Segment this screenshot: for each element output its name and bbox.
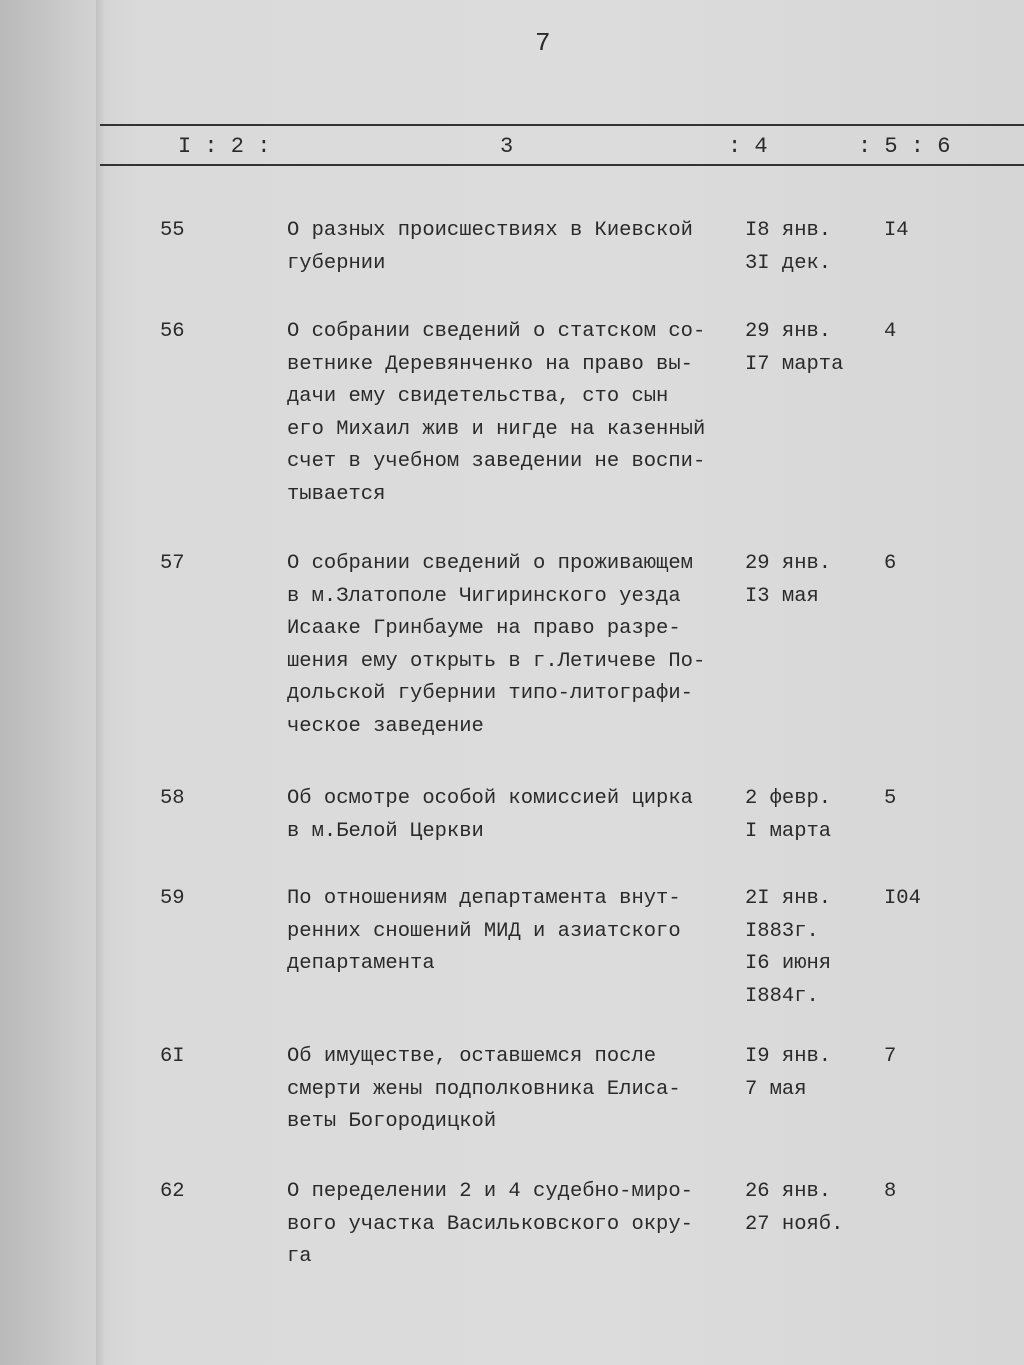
- date-line: 2I янв.: [745, 887, 832, 910]
- item-number: 58: [160, 787, 185, 810]
- title-line: веты Богородицкой: [287, 1110, 497, 1133]
- item-number: 57: [160, 552, 185, 575]
- title-line: дачи ему свидетельства, сто сын: [287, 385, 669, 408]
- header-top-rule: [100, 124, 1024, 126]
- date-line: I883г.: [745, 919, 819, 943]
- date-line: 29 янв.: [745, 552, 832, 575]
- item-number: 55: [160, 219, 185, 242]
- header-col-1-2: I : 2 :: [178, 134, 271, 159]
- date-line: 27 нояб.: [745, 1212, 844, 1236]
- header-col-4: : 4: [728, 134, 768, 159]
- date-line: 7 мая: [745, 1077, 807, 1101]
- title-line: О переделении 2 и 4 судебно-миро-: [287, 1180, 693, 1203]
- item-dates: [745, 883, 831, 1013]
- item-sheet-count: 5: [884, 787, 897, 810]
- title-line: его Михаил жив и нигде на казенный: [287, 417, 706, 441]
- item-sheet-count: 4: [884, 320, 897, 343]
- item-dates: [745, 215, 831, 280]
- date-line: 3I дек.: [745, 251, 832, 275]
- item-number: 6I: [160, 1045, 185, 1068]
- item-number: 56: [160, 320, 185, 343]
- title-line: тывается: [287, 482, 386, 506]
- date-line: I3 мая: [745, 584, 819, 608]
- title-line: счет в учебном заведении не воспи-: [287, 450, 706, 473]
- header-bottom-rule: [100, 164, 1024, 166]
- item-title: [287, 548, 737, 743]
- item-sheet-count: 8: [884, 1180, 897, 1203]
- date-line: 29 янв.: [745, 320, 832, 343]
- item-title: [287, 316, 737, 511]
- title-line: О собрании сведений о проживающем: [287, 552, 693, 575]
- header-col-3: 3: [500, 134, 514, 159]
- item-title: [287, 783, 737, 848]
- item-sheet-count: 7: [884, 1045, 897, 1068]
- item-title: [287, 215, 737, 280]
- title-line: Об осмотре особой комиссией цирка: [287, 787, 693, 810]
- item-dates: [745, 548, 831, 613]
- item-sheet-count: 6: [884, 552, 897, 575]
- title-line: шения ему открыть в г.Летичеве По-: [287, 649, 706, 673]
- date-line: 2 февр.: [745, 787, 832, 810]
- title-line: О собрании сведений о статском со-: [287, 320, 706, 343]
- title-line: О разных происшествиях в Киевской: [287, 219, 693, 242]
- item-dates: [745, 1176, 843, 1241]
- title-line: дольской губернии типо-литографи-: [287, 682, 693, 705]
- item-number: 62: [160, 1180, 185, 1203]
- page-binding-edge: [96, 0, 104, 1365]
- date-line: I884г.: [745, 984, 819, 1008]
- item-title: [287, 1041, 737, 1139]
- title-line: вого участка Васильковского окру-: [287, 1212, 693, 1236]
- date-line: I6 июня: [745, 952, 832, 975]
- date-line: I8 янв.: [745, 219, 832, 242]
- item-title: [287, 1176, 737, 1274]
- page-number: 7: [535, 28, 551, 58]
- date-line: I7 марта: [745, 352, 844, 376]
- item-sheet-count: I04: [884, 887, 921, 910]
- title-line: ренних сношений МИД и азиатского: [287, 919, 681, 943]
- title-line: губернии: [287, 251, 386, 275]
- title-line: га: [287, 1245, 312, 1268]
- header-col-5-6: : 5 : 6: [858, 134, 951, 159]
- title-line: ветнике Деревянченко на право вы-: [287, 352, 693, 376]
- date-line: 26 янв.: [745, 1180, 832, 1203]
- title-line: Об имуществе, оставшемся после: [287, 1045, 657, 1068]
- title-line: смерти жены подполковника Елиса-: [287, 1077, 681, 1101]
- title-line: в м.Белой Церкви: [287, 819, 484, 843]
- item-number: 59: [160, 887, 185, 910]
- item-title: [287, 883, 737, 981]
- title-line: в м.Златополе Чигиринского уезда: [287, 584, 681, 608]
- title-line: По отношениям департамента внут-: [287, 887, 681, 910]
- date-line: I марта: [745, 819, 832, 843]
- title-line: департамента: [287, 952, 435, 975]
- item-dates: [745, 783, 831, 848]
- item-sheet-count: I4: [884, 219, 909, 242]
- item-dates: [745, 1041, 831, 1106]
- date-line: I9 янв.: [745, 1045, 832, 1068]
- item-dates: [745, 316, 843, 381]
- title-line: ческое заведение: [287, 714, 484, 738]
- title-line: Исааке Гринбауме на право разре-: [287, 617, 681, 640]
